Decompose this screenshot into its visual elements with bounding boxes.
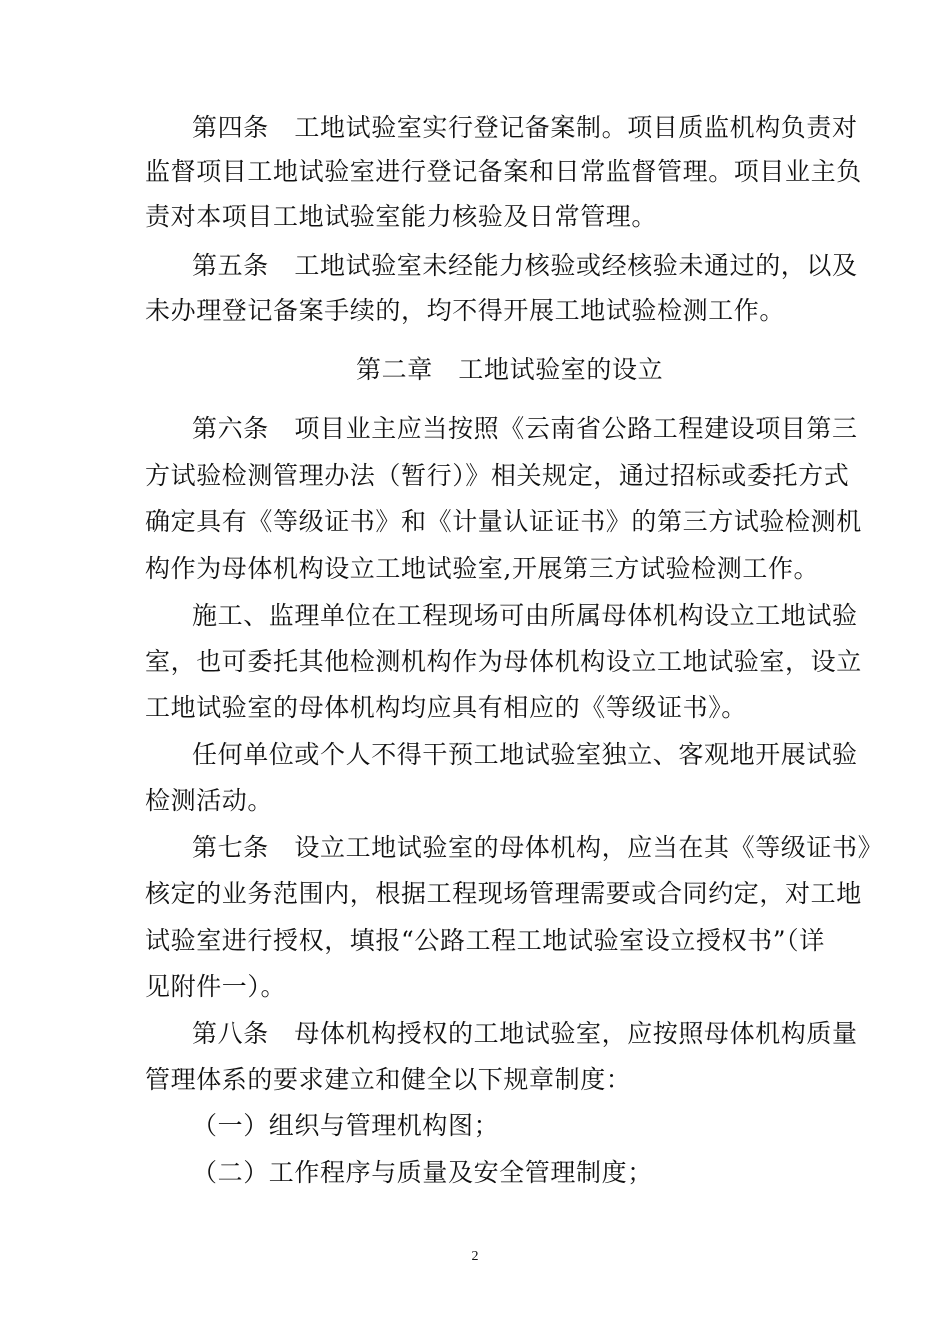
article-6-line-3: 确定具有《等级证书》和《计量认证证书》的第三方试验检测机 bbox=[145, 507, 862, 536]
list-item-1: （一）组织与管理机构图； bbox=[192, 1111, 500, 1140]
paragraph-construction-line-2: 室，也可委托其他检测机构作为母体机构设立工地试验室，设立 bbox=[145, 647, 862, 676]
list-item-2: （二）工作程序与质量及安全管理制度； bbox=[192, 1158, 653, 1187]
article-4-line-2: 监督项目工地试验室进行登记备案和日常监督管理。项目业主负 bbox=[145, 157, 862, 186]
article-6-line-2: 方试验检测管理办法（暂行）》相关规定，通过招标或委托方式 bbox=[145, 461, 850, 490]
paragraph-construction-line-1: 施工、监理单位在工程现场可由所属母体机构设立工地试验 bbox=[192, 601, 858, 630]
article-6-line-4: 构作为母体机构设立工地试验室,开展第三方试验检测工作。 bbox=[145, 554, 820, 583]
article-5-line-1: 第五条 工地试验室未经能力核验或经核验未通过的，以及 bbox=[192, 251, 858, 280]
article-6-line-1: 第六条 项目业主应当按照《云南省公路工程建设项目第三 bbox=[192, 414, 858, 443]
article-8-line-2: 管理体系的要求建立和健全以下规章制度： bbox=[145, 1065, 632, 1094]
article-8-line-1: 第八条 母体机构授权的工地试验室，应按照母体机构质量 bbox=[192, 1019, 858, 1048]
article-7-line-4: 见附件一）。 bbox=[145, 972, 287, 1001]
article-4-line-1: 第四条 工地试验室实行登记备案制。项目质监机构负责对 bbox=[192, 113, 858, 142]
article-7-line-3: 试验室进行授权，填报“公路工程工地试验室设立授权书”（详 bbox=[145, 926, 825, 955]
article-7-line-2: 核定的业务范围内，根据工程现场管理需要或合同约定，对工地 bbox=[145, 879, 862, 908]
paragraph-independence-line-1: 任何单位或个人不得干预工地试验室独立、客观地开展试验 bbox=[192, 740, 858, 769]
paragraph-construction-line-3: 工地试验室的母体机构均应具有相应的《等级证书》。 bbox=[145, 693, 747, 722]
chapter-2-heading: 第二章 工地试验室的设立 bbox=[356, 355, 664, 384]
paragraph-independence-line-2: 检测活动。 bbox=[145, 786, 274, 815]
article-5-line-2: 未办理登记备案手续的，均不得开展工地试验检测工作。 bbox=[145, 296, 786, 325]
page-number: 2 bbox=[471, 1249, 479, 1264]
article-4-line-3: 责对本项目工地试验室能力核验及日常管理。 bbox=[145, 202, 658, 231]
article-7-line-1: 第七条 设立工地试验室的母体机构，应当在其《等级证书》 bbox=[192, 833, 884, 862]
